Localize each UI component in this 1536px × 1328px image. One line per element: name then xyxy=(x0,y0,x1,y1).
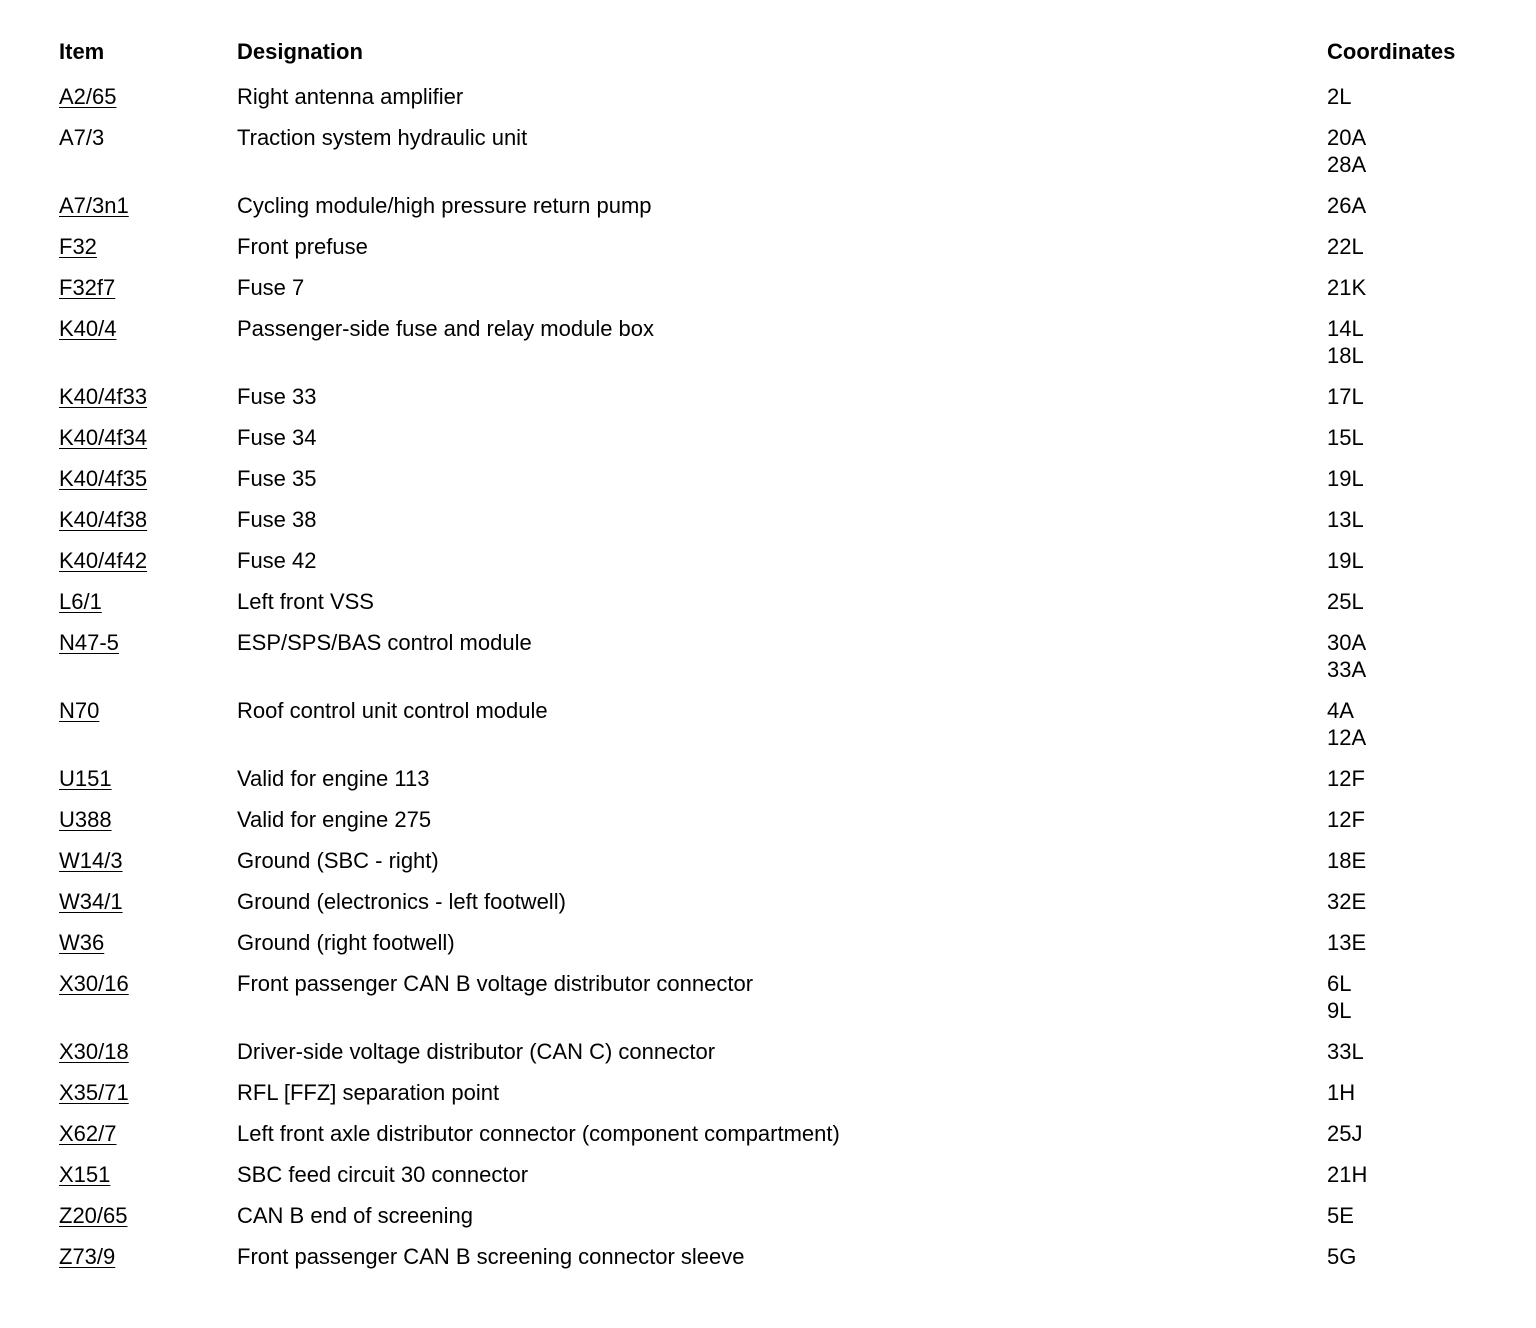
item-link[interactable]: F32f7 xyxy=(59,275,116,300)
item-cell xyxy=(59,465,237,492)
table-row xyxy=(59,227,1499,268)
item-link[interactable]: X30/18 xyxy=(59,1039,129,1064)
designation-cell: Front prefuse xyxy=(237,234,368,259)
coordinate-value: 12A xyxy=(1327,725,1367,750)
item-cell xyxy=(59,629,237,656)
table-row xyxy=(59,1237,1499,1278)
item-link[interactable]: X151 xyxy=(59,1162,111,1187)
table-row xyxy=(59,923,1499,964)
coordinates-cell xyxy=(1327,588,1499,615)
coordinate-value: 25L xyxy=(1327,589,1364,614)
coordinates-cell xyxy=(1327,315,1499,369)
item-link[interactable]: X35/71 xyxy=(59,1080,129,1105)
coordinate-value: 33A xyxy=(1327,657,1367,682)
coordinate-value: 19L xyxy=(1327,466,1364,491)
table-row xyxy=(59,800,1499,841)
coordinate-value: 30A xyxy=(1327,630,1367,655)
item-link[interactable]: K40/4f33 xyxy=(59,384,148,409)
coordinate-value: 13L xyxy=(1327,507,1364,532)
coordinate-value: 20A xyxy=(1327,125,1367,150)
table-row xyxy=(59,1196,1499,1237)
item-cell xyxy=(59,233,237,260)
item-cell xyxy=(59,1202,237,1229)
coordinates-cell xyxy=(1327,847,1499,874)
item-link[interactable]: A7/3n1 xyxy=(59,193,129,218)
coordinates-cell xyxy=(1327,83,1499,110)
designation-cell: RFL [FFZ] separation point xyxy=(237,1080,500,1105)
coordinate-value: 13E xyxy=(1327,930,1367,955)
item-cell xyxy=(59,124,237,151)
table-row xyxy=(59,582,1499,623)
item-link[interactable]: N47-5 xyxy=(59,630,119,655)
item-link[interactable]: K40/4f42 xyxy=(59,548,148,573)
table-row xyxy=(59,459,1499,500)
item-link[interactable]: W14/3 xyxy=(59,848,123,873)
item-cell xyxy=(59,1079,237,1106)
coordinate-value: 21K xyxy=(1327,275,1367,300)
coordinate-value: 2L xyxy=(1327,84,1352,109)
item-cell xyxy=(59,765,237,792)
table-row xyxy=(59,964,1499,1032)
item-link[interactable]: W34/1 xyxy=(59,889,123,914)
item-cell xyxy=(59,888,237,915)
table-row xyxy=(59,1032,1499,1073)
table-row xyxy=(59,1155,1499,1196)
coordinates-cell xyxy=(1327,506,1499,533)
designation-cell: Fuse 33 xyxy=(237,384,317,409)
coordinate-value: 26A xyxy=(1327,193,1367,218)
coordinate-value: 32E xyxy=(1327,889,1367,914)
coordinates-cell xyxy=(1327,547,1499,574)
table-row xyxy=(59,623,1499,691)
designation-cell: SBC feed circuit 30 connector xyxy=(237,1162,529,1187)
designation-cell: Right antenna amplifier xyxy=(237,84,464,109)
item-link[interactable]: X30/16 xyxy=(59,971,129,996)
item-link[interactable]: X62/7 xyxy=(59,1121,117,1146)
coordinates-cell xyxy=(1327,192,1499,219)
coordinate-value: 5G xyxy=(1327,1244,1357,1269)
column-header-coordinates: Coordinates xyxy=(1327,39,1456,64)
designation-cell: Ground (right footwell) xyxy=(237,930,455,955)
coordinates-cell xyxy=(1327,765,1499,792)
table-row xyxy=(59,118,1499,186)
table-row xyxy=(59,1114,1499,1155)
item-code: A7/3 xyxy=(59,125,105,150)
coordinates-cell xyxy=(1327,1120,1499,1147)
coordinates-cell xyxy=(1327,233,1499,260)
coordinates-cell xyxy=(1327,465,1499,492)
table-body xyxy=(59,77,1499,1278)
coordinate-value: 21H xyxy=(1327,1162,1368,1187)
table-row xyxy=(59,309,1499,377)
item-link[interactable]: Z73/9 xyxy=(59,1244,116,1269)
designation-cell: Front passenger CAN B screening connector sleeve xyxy=(237,1244,745,1269)
coordinate-value: 4A xyxy=(1327,698,1354,723)
designation-cell: Fuse 35 xyxy=(237,466,317,491)
coordinate-value: 19L xyxy=(1327,548,1364,573)
item-link[interactable]: U388 xyxy=(59,807,112,832)
designation-cell: Valid for engine 113 xyxy=(237,766,430,791)
component-legend-table xyxy=(59,37,1499,1278)
table-row xyxy=(59,77,1499,118)
item-cell xyxy=(59,697,237,724)
designation-cell: Passenger-side fuse and relay module box xyxy=(237,316,655,341)
coordinates-cell xyxy=(1327,806,1499,833)
coordinate-value: 28A xyxy=(1327,152,1367,177)
column-header-designation: Designation xyxy=(237,39,363,64)
coordinate-value: 18L xyxy=(1327,343,1364,368)
coordinate-value: 6L xyxy=(1327,971,1352,996)
item-cell xyxy=(59,970,237,997)
designation-cell: Ground (electronics - left footwell) xyxy=(237,889,566,914)
table-row xyxy=(59,541,1499,582)
table-row xyxy=(59,186,1499,227)
item-cell xyxy=(59,588,237,615)
designation-cell: Traction system hydraulic unit xyxy=(237,125,528,150)
item-link[interactable]: U151 xyxy=(59,766,112,791)
designation-cell: Fuse 7 xyxy=(237,275,305,300)
coordinates-cell xyxy=(1327,383,1499,410)
coordinate-value: 22L xyxy=(1327,234,1364,259)
item-cell xyxy=(59,192,237,219)
table-row xyxy=(59,691,1499,759)
coordinate-value: 25J xyxy=(1327,1121,1363,1146)
table-row xyxy=(59,759,1499,800)
item-link[interactable]: L6/1 xyxy=(59,589,102,614)
item-link[interactable]: K40/4f38 xyxy=(59,507,148,532)
item-cell xyxy=(59,383,237,410)
table-row xyxy=(59,882,1499,923)
table-row xyxy=(59,268,1499,309)
coordinate-value: 15L xyxy=(1327,425,1364,450)
designation-cell: Fuse 34 xyxy=(237,425,317,450)
designation-cell: Fuse 38 xyxy=(237,507,317,532)
coordinate-value: 9L xyxy=(1327,998,1352,1023)
coordinates-cell xyxy=(1327,124,1499,178)
item-cell xyxy=(59,1161,237,1188)
table-row xyxy=(59,841,1499,882)
coordinates-cell xyxy=(1327,929,1499,956)
designation-cell: ESP/SPS/BAS control module xyxy=(237,630,532,655)
item-link[interactable]: W36 xyxy=(59,930,105,955)
coordinates-cell xyxy=(1327,629,1499,683)
coordinates-cell xyxy=(1327,697,1499,751)
designation-cell: Front passenger CAN B voltage distributor connector xyxy=(237,971,754,996)
coordinates-cell xyxy=(1327,1243,1499,1270)
column-header-item: Item xyxy=(59,39,105,64)
item-cell xyxy=(59,547,237,574)
coordinate-value: 33L xyxy=(1327,1039,1364,1064)
item-cell xyxy=(59,1120,237,1147)
designation-cell: Roof control unit control module xyxy=(237,698,548,723)
item-link[interactable]: N70 xyxy=(59,698,100,723)
coordinates-cell xyxy=(1327,1038,1499,1065)
designation-cell: Fuse 42 xyxy=(237,548,317,573)
designation-cell: Driver-side voltage distributor (CAN C) connector xyxy=(237,1039,716,1064)
item-link[interactable]: A2/65 xyxy=(59,84,117,109)
table-row xyxy=(59,418,1499,459)
coordinate-value: 17L xyxy=(1327,384,1364,409)
designation-cell: Left front axle distributor connector (component compartment) xyxy=(237,1121,840,1146)
item-cell xyxy=(59,1243,237,1270)
designation-cell: Left front VSS xyxy=(237,589,374,614)
coordinate-value: 12F xyxy=(1327,766,1365,791)
coordinates-cell xyxy=(1327,424,1499,451)
designation-cell: Valid for engine 275 xyxy=(237,807,432,832)
table-row xyxy=(59,500,1499,541)
item-cell xyxy=(59,929,237,956)
designation-cell: CAN B end of screening xyxy=(237,1203,474,1228)
table-row xyxy=(59,377,1499,418)
coordinates-cell xyxy=(1327,1202,1499,1229)
table-row xyxy=(59,1073,1499,1114)
coordinate-value: 5E xyxy=(1327,1203,1354,1228)
coordinate-value: 18E xyxy=(1327,848,1367,873)
item-cell xyxy=(59,1038,237,1065)
coordinates-cell xyxy=(1327,1161,1499,1188)
item-cell xyxy=(59,83,237,110)
designation-cell: Cycling module/high pressure return pump xyxy=(237,193,652,218)
item-cell xyxy=(59,847,237,874)
coordinates-cell xyxy=(1327,274,1499,301)
item-link[interactable]: K40/4f35 xyxy=(59,466,148,491)
item-cell xyxy=(59,806,237,833)
coordinate-value: 14L xyxy=(1327,316,1364,341)
item-cell xyxy=(59,315,237,342)
item-cell xyxy=(59,424,237,451)
item-link[interactable]: K40/4 xyxy=(59,316,117,341)
coordinates-cell xyxy=(1327,1079,1499,1106)
designation-cell: Ground (SBC - right) xyxy=(237,848,439,873)
item-link[interactable]: F32 xyxy=(59,234,97,259)
table-header xyxy=(59,37,1499,77)
coordinate-value: 1H xyxy=(1327,1080,1356,1105)
item-link[interactable]: Z20/65 xyxy=(59,1203,128,1228)
coordinate-value: 12F xyxy=(1327,807,1365,832)
coordinates-cell xyxy=(1327,888,1499,915)
item-cell xyxy=(59,274,237,301)
item-cell xyxy=(59,506,237,533)
coordinates-cell xyxy=(1327,970,1499,1024)
item-link[interactable]: K40/4f34 xyxy=(59,425,148,450)
